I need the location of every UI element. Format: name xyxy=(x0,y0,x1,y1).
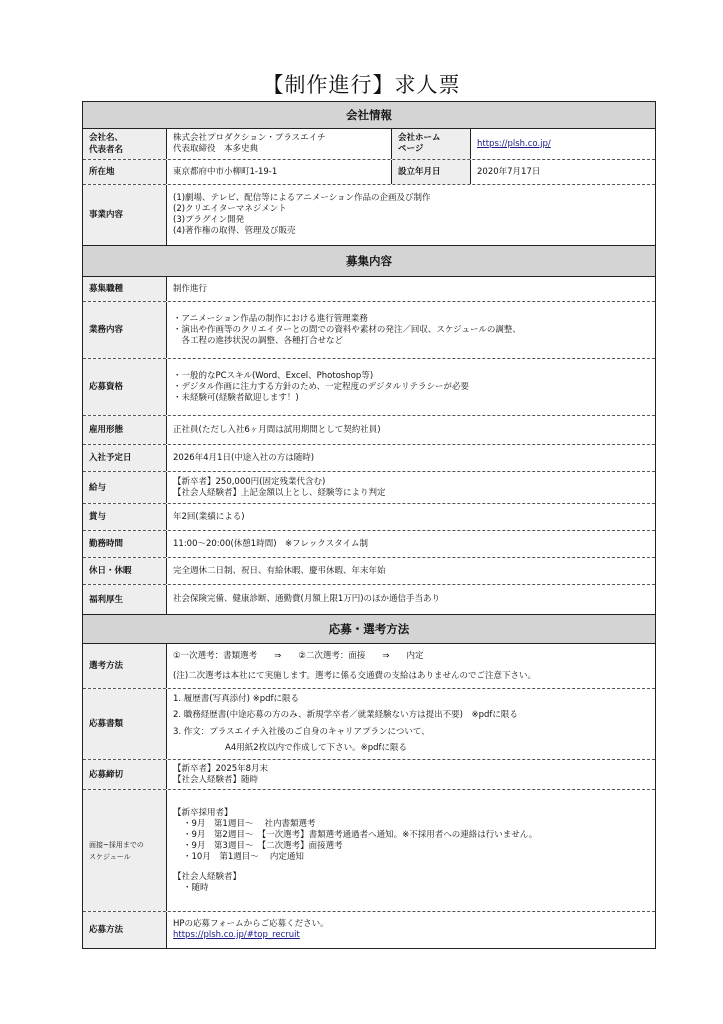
employment-type-value: 正社員(ただし入社6ヶ月間は試用期間として契約社員) xyxy=(173,424,381,435)
apply-method-text: HPの応募フォームからご応募ください。 xyxy=(173,919,329,929)
homepage-link-cell xyxy=(471,129,655,159)
recruit-row xyxy=(83,585,655,615)
benefits-label: 福利厚生 xyxy=(83,585,167,614)
recruit-row xyxy=(83,277,655,302)
benefits-value: 社会保険完備、健康診断、通勤費(月額上限1万円)のほか通信手当あり xyxy=(173,594,441,604)
apply-method-row xyxy=(83,912,655,949)
schedule-new-title: 【新卒採用者】 xyxy=(173,807,233,818)
schedule-item: ・10月 第1週目～ 内定通知 xyxy=(183,851,304,862)
duties-value: ・アニメーション作品の制作における進行管理業務 ・演出や作画等のクリエイターとの間での資料や素材の発注／回収、スケジュールの調整、 各工程の進捗状況の調整、各種打合せなど xyxy=(173,313,521,346)
selection-method-label: 選考方法 xyxy=(83,644,167,688)
business-line: (3)プラグイン開発 xyxy=(173,215,245,225)
founded-value: 2020年7月17日 xyxy=(477,166,541,177)
salary-value: 【新卒者】250,000円(固定残業代含む) 【社会人経験者】上記金額以上とし、経験等により判定 xyxy=(173,476,386,498)
business-line: (1)劇場、テレビ、配信等によるアニメーション作品の企画及び制作 xyxy=(173,193,431,203)
schedule-item: ・9月 第1週目～ 社内書類選考 xyxy=(183,818,316,829)
recruit-link[interactable]: https://plsh.co.jp/#top_recruit xyxy=(173,930,300,940)
recruit-section-header: 募集内容 xyxy=(83,246,655,277)
page-title: 【制作進行】求人票 xyxy=(262,73,461,97)
qualifications-label: 応募資格 xyxy=(83,359,167,415)
homepage-label: 会社ホーム ページ xyxy=(391,129,471,159)
working-hours-value: 11:00～20:00(休憩1時間) ※フレックスタイム制 xyxy=(173,538,368,549)
schedule-value xyxy=(167,790,655,911)
selection-method-row xyxy=(83,644,655,689)
company-name-label: 会社名、 代表者名 xyxy=(83,129,167,159)
company-section-header: 会社情報 xyxy=(83,102,655,129)
holidays-label: 休日・休暇 xyxy=(83,558,167,584)
business-line: (2)クリエイターマネジメント xyxy=(173,204,287,214)
business-line: (4)著作権の取得、管理及び販売 xyxy=(173,226,296,236)
apply-method-label: 応募方法 xyxy=(83,912,167,948)
founded-label: 設立年月日 xyxy=(391,160,471,184)
deadline-value: 【新卒者】2025年8月末 【社会人経験者】随時 xyxy=(173,763,269,785)
schedule-exp-title: 【社会人経験者】 xyxy=(173,871,242,882)
job-type-value: 制作進行 xyxy=(173,283,208,294)
employment-type-label: 雇用形態 xyxy=(83,416,167,444)
schedule-label: 面接~採用までの スケジュール xyxy=(83,790,167,911)
address-label: 所在地 xyxy=(83,160,167,184)
business-value xyxy=(167,185,655,245)
deadline-label: 応募締切 xyxy=(83,760,167,789)
deadline-row xyxy=(83,760,655,790)
company-name-row xyxy=(83,129,655,160)
apply-method-value xyxy=(167,912,655,948)
start-date-label: 入社予定日 xyxy=(83,445,167,471)
salary-label: 給与 xyxy=(83,472,167,503)
bonus-value: 年2回(業績による) xyxy=(173,511,245,522)
job-type-label: 募集職種 xyxy=(83,277,167,301)
recruit-row xyxy=(83,472,655,504)
recruit-row xyxy=(83,416,655,445)
holidays-value: 完全週休二日制、祝日、有給休暇、慶弔休暇、年末年始 xyxy=(173,565,386,576)
bonus-label: 賞与 xyxy=(83,504,167,530)
business-label: 事業内容 xyxy=(83,185,167,245)
duties-label: 業務内容 xyxy=(83,302,167,358)
job-posting-sheet xyxy=(82,101,656,949)
recruit-row xyxy=(83,504,655,531)
recruit-row xyxy=(83,302,655,359)
address-row xyxy=(83,160,655,185)
application-docs-row xyxy=(83,689,655,760)
homepage-link[interactable]: https://plsh.co.jp/ xyxy=(477,138,551,149)
company-name-value: 株式会社プロダクション・プラスエイチ 代表取締役 本多史典 xyxy=(173,133,326,154)
qualifications-value: ・一般的なPCスキル(Word、Excel、Photoshop等) ・デジタル作画に注力する方針のため、一定程度のデジタルリテラシーが必要 ・未経験可(経験者歓迎します！) xyxy=(173,370,469,403)
start-date-value: 2026年4月1日(中途入社の方は随時) xyxy=(173,452,315,463)
selection-section-header: 応募・選考方法 xyxy=(83,615,655,644)
application-docs-value: 1. 履歴書(写真添付) ※pdfに限る 2. 職務経歴書(中途応募の方のみ、新規学卒者／就業経験ない方は提出不要) ※pdfに限る 3. 作文：プラスエイチ入社後のご自身のキャリアプランについて、 A4用紙2枚以内で作成して下さい。※pdfに限る xyxy=(173,693,518,754)
recruit-row xyxy=(83,558,655,585)
application-docs-label: 応募書類 xyxy=(83,689,167,759)
schedule-item: ・随時 xyxy=(183,882,209,893)
schedule-item: ・9月 第3週目～ 【二次選考】面接選考 xyxy=(183,840,343,851)
recruit-row xyxy=(83,531,655,558)
recruit-row xyxy=(83,359,655,416)
business-row xyxy=(83,185,655,246)
working-hours-label: 勤務時間 xyxy=(83,531,167,557)
schedule-item: ・9月 第2週目～ 【一次選考】書類選考通過者へ通知。※不採用者への連絡は行いません。 xyxy=(183,829,538,840)
schedule-row xyxy=(83,790,655,912)
address-value: 東京都府中市小柳町1-19-1 xyxy=(173,166,278,177)
recruit-row xyxy=(83,445,655,472)
selection-method-value: ①一次選考：書類選考 ⇒ ②二次選考：面接 ⇒ 内定 (注)二次選考は本社にて実施します。選考に係る交通費の支給はありませんのでご注意下さい。 xyxy=(173,650,536,681)
